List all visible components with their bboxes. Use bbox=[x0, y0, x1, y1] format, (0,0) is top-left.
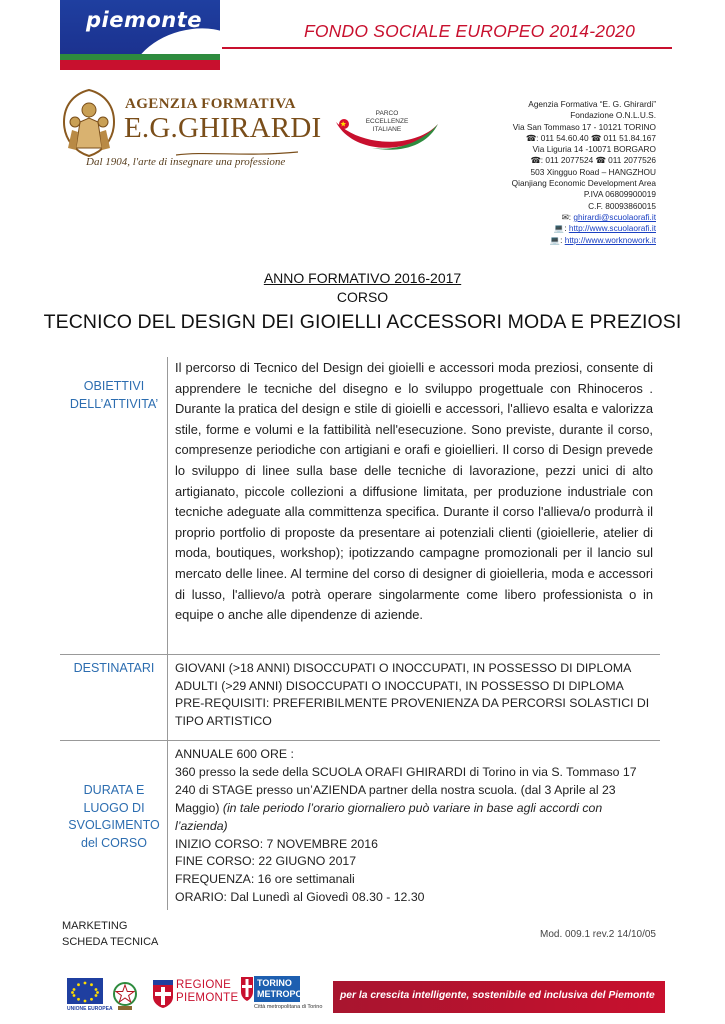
target-line: PRE-REQUISITI: PREFERIBILMENTE PROVENIENZA DA PERCORSI SOLASTICI DI bbox=[175, 696, 650, 711]
header-divider bbox=[222, 47, 672, 49]
duration-stage-note-end: l’azienda) bbox=[175, 818, 228, 833]
footer-slogan: per la crescita intelligente, sostenibile ed inclusiva del Piemonte bbox=[340, 990, 655, 1001]
eu-label: UNIONE EUROPEA bbox=[67, 1006, 113, 1012]
torino-metropoli-box: TORINO METROPOLI bbox=[254, 976, 300, 1002]
torino-metropoli-subtitle: Città metropolitana di Torino bbox=[254, 1004, 323, 1010]
contact-piva: P.IVA 06809900019 bbox=[583, 189, 656, 200]
email-icon: ✉: bbox=[561, 211, 574, 222]
duration-stage-note: (in tale periodo l’orario giornaliero può variare in base agli accordi con bbox=[222, 800, 603, 815]
ghirardi-logo bbox=[58, 88, 322, 178]
contact-block bbox=[512, 99, 656, 246]
contact-address-area: Qianjiang Economic Development Area bbox=[511, 178, 656, 189]
website-link-worknowork[interactable]: http://www.worknowork.it bbox=[564, 234, 656, 245]
contact-phone-borgaro: ☎: 011 2077524 ☎ 011 2077526 bbox=[530, 155, 656, 166]
targets-text bbox=[175, 660, 655, 730]
duration-stage: 240 di STAGE presso un’AZIENDA partner della nostra scuola. (dal 3 Aprile al 23 bbox=[175, 782, 616, 797]
contact-address-hangzhou: 503 Xingguo Road – HANGZHOU bbox=[530, 166, 656, 177]
contact-name: Agenzia Formativa “E. G. Ghirardi” bbox=[528, 99, 656, 109]
contact-org: Fondazione O.N.L.U.S. bbox=[570, 110, 656, 121]
table-row-divider bbox=[60, 654, 660, 655]
website-link-scuolaorafi[interactable]: http://www.scuolaorafi.it bbox=[568, 223, 656, 234]
course-schedule: ORARIO: Dal Lunedì al Giovedì 08.30 - 12.30 bbox=[175, 890, 425, 905]
parco-eccellenze-logo bbox=[332, 108, 442, 160]
program-title: FONDO SOCIALE EUROPEO 2014-2020 bbox=[303, 21, 635, 41]
target-line: GIOVANI (>18 ANNI) DISOCCUPATI O INOCCUPATI, IN POSSESSO DI DIPLOMA bbox=[175, 661, 632, 675]
target-line: ADULTI (>29 ANNI) DISOCCUPATI O INOCCUPATI, IN POSSESSO DI DIPLOMA bbox=[175, 678, 624, 693]
piemonte-logo-text: piemonte bbox=[86, 8, 203, 32]
eu-flag-logo bbox=[67, 978, 113, 1014]
contact-address-turin: Via San Tommaso 17 - 10121 TORINO bbox=[512, 121, 656, 132]
duration-school-hours: 360 presso la sede della SCUOLA ORAFI GHIRARDI di Torino in via S. Tommaso 17 bbox=[175, 764, 637, 779]
piemonte-logo bbox=[60, 0, 220, 70]
contact-phone-turin: ☎: 011 54.60.40 ☎ 011 51.84.167 bbox=[525, 132, 656, 143]
course-start: INIZIO CORSO: 7 NOVEMBRE 2016 bbox=[175, 836, 378, 851]
duration-annual: ANNUALE 600 ORE : bbox=[175, 747, 294, 761]
regione-shield-icon bbox=[152, 979, 174, 1009]
computer-icon: 💻: bbox=[549, 234, 565, 245]
parco-line1: PARCO bbox=[375, 110, 399, 117]
email-link[interactable]: ghirardi@scuolaorafi.it bbox=[573, 211, 656, 222]
course-end: FINE CORSO: 22 GIUGNO 2017 bbox=[175, 854, 357, 869]
objectives-text: Il percorso di Tecnico del Design dei gioielli e accessori moda preziosi, consente di apprendere le tecniche del disegno e lo sviluppo progettuale con Rhinoceros . Durante la pratica del design e stile di gioielli e accessori, l'allievo esalta e valorizza stile, forme e volumi e la fattibilità nell'esecuzione. Sono previste, durante il corso, compresenze periodiche con artigiani e orafi e gioiellieri. Il corso di Design prevede lo sviluppo di linee sulla base delle tecniche di lavorazione, pezzi unici di alto artigianato, piccole collezioni a diffusione limitata, per produzione industriale con tecniche adeguate alla committenza specifica. Durante il corso l'allieva/o produrrà il proprio portfolio di proposte da presentare ai potenziali clienti (gioiellerie, atelier di moda, boutiques, workshop); ipotizzando campagne promozionali per il lancio sul mercato delle linee. Al termine del corso di designer di gioielleria, moda e accessori di lusso, l'allievo/a potrà operare singolarmente come libero professionista o in equipe o anche alle dipendenze di aziende. bbox=[175, 360, 653, 623]
contact-cf: C.F. 80093860015 bbox=[588, 200, 656, 211]
ghirardi-emblem-icon bbox=[58, 88, 120, 158]
duration-text bbox=[175, 746, 655, 907]
course-frequency: FREQUENZA: 16 ore settimanali bbox=[175, 872, 355, 887]
marketing-note: MARKETING SCHEDA TECNICA bbox=[62, 920, 159, 948]
document-code: Mod. 009.1 rev.2 14/10/05 bbox=[539, 929, 656, 940]
course-kind-heading: CORSO bbox=[336, 289, 389, 305]
course-title: TECNICO DEL DESIGN DEI GIOIELLI ACCESSORI MODA E PREZIOSI bbox=[43, 311, 682, 333]
agency-motto: Dal 1904, l'arte di insegnare una professione bbox=[86, 156, 286, 168]
computer-icon: 💻: bbox=[553, 223, 569, 234]
republic-star-icon bbox=[112, 980, 138, 1012]
objectives-label: OBIETTIVI DELL’ATTIVITA’ bbox=[69, 379, 159, 411]
agency-logo-name: E.G.GHIRARDI bbox=[124, 112, 322, 144]
agency-logo-line1: AGENZIA FORMATIVA bbox=[125, 96, 296, 112]
duration-stage-dates: Maggio) bbox=[175, 800, 223, 815]
targets-label: DESTINATARI bbox=[73, 661, 155, 675]
regione-logo-text: REGIONE PIEMONTE bbox=[176, 979, 239, 1004]
italian-republic-emblem bbox=[112, 980, 138, 1012]
regione-piemonte-logo bbox=[152, 977, 239, 1013]
parco-line2: ECCELLENZE bbox=[365, 118, 409, 125]
academic-year-heading: ANNO FORMATIVO 2016-2017 bbox=[263, 270, 462, 286]
torino-shield-icon bbox=[240, 976, 254, 1002]
torino-metropoli-logo bbox=[240, 976, 323, 1014]
duration-label: DURATA E LUOGO DI SVOLGIMENTO del CORSO bbox=[68, 783, 160, 850]
target-line: TIPO ARTISTICO bbox=[175, 713, 272, 728]
table-row-divider bbox=[60, 740, 660, 741]
contact-address-borgaro: Via Liguria 14 -10071 BORGARO bbox=[532, 144, 656, 155]
parco-line3: ITALIANE bbox=[372, 126, 402, 133]
